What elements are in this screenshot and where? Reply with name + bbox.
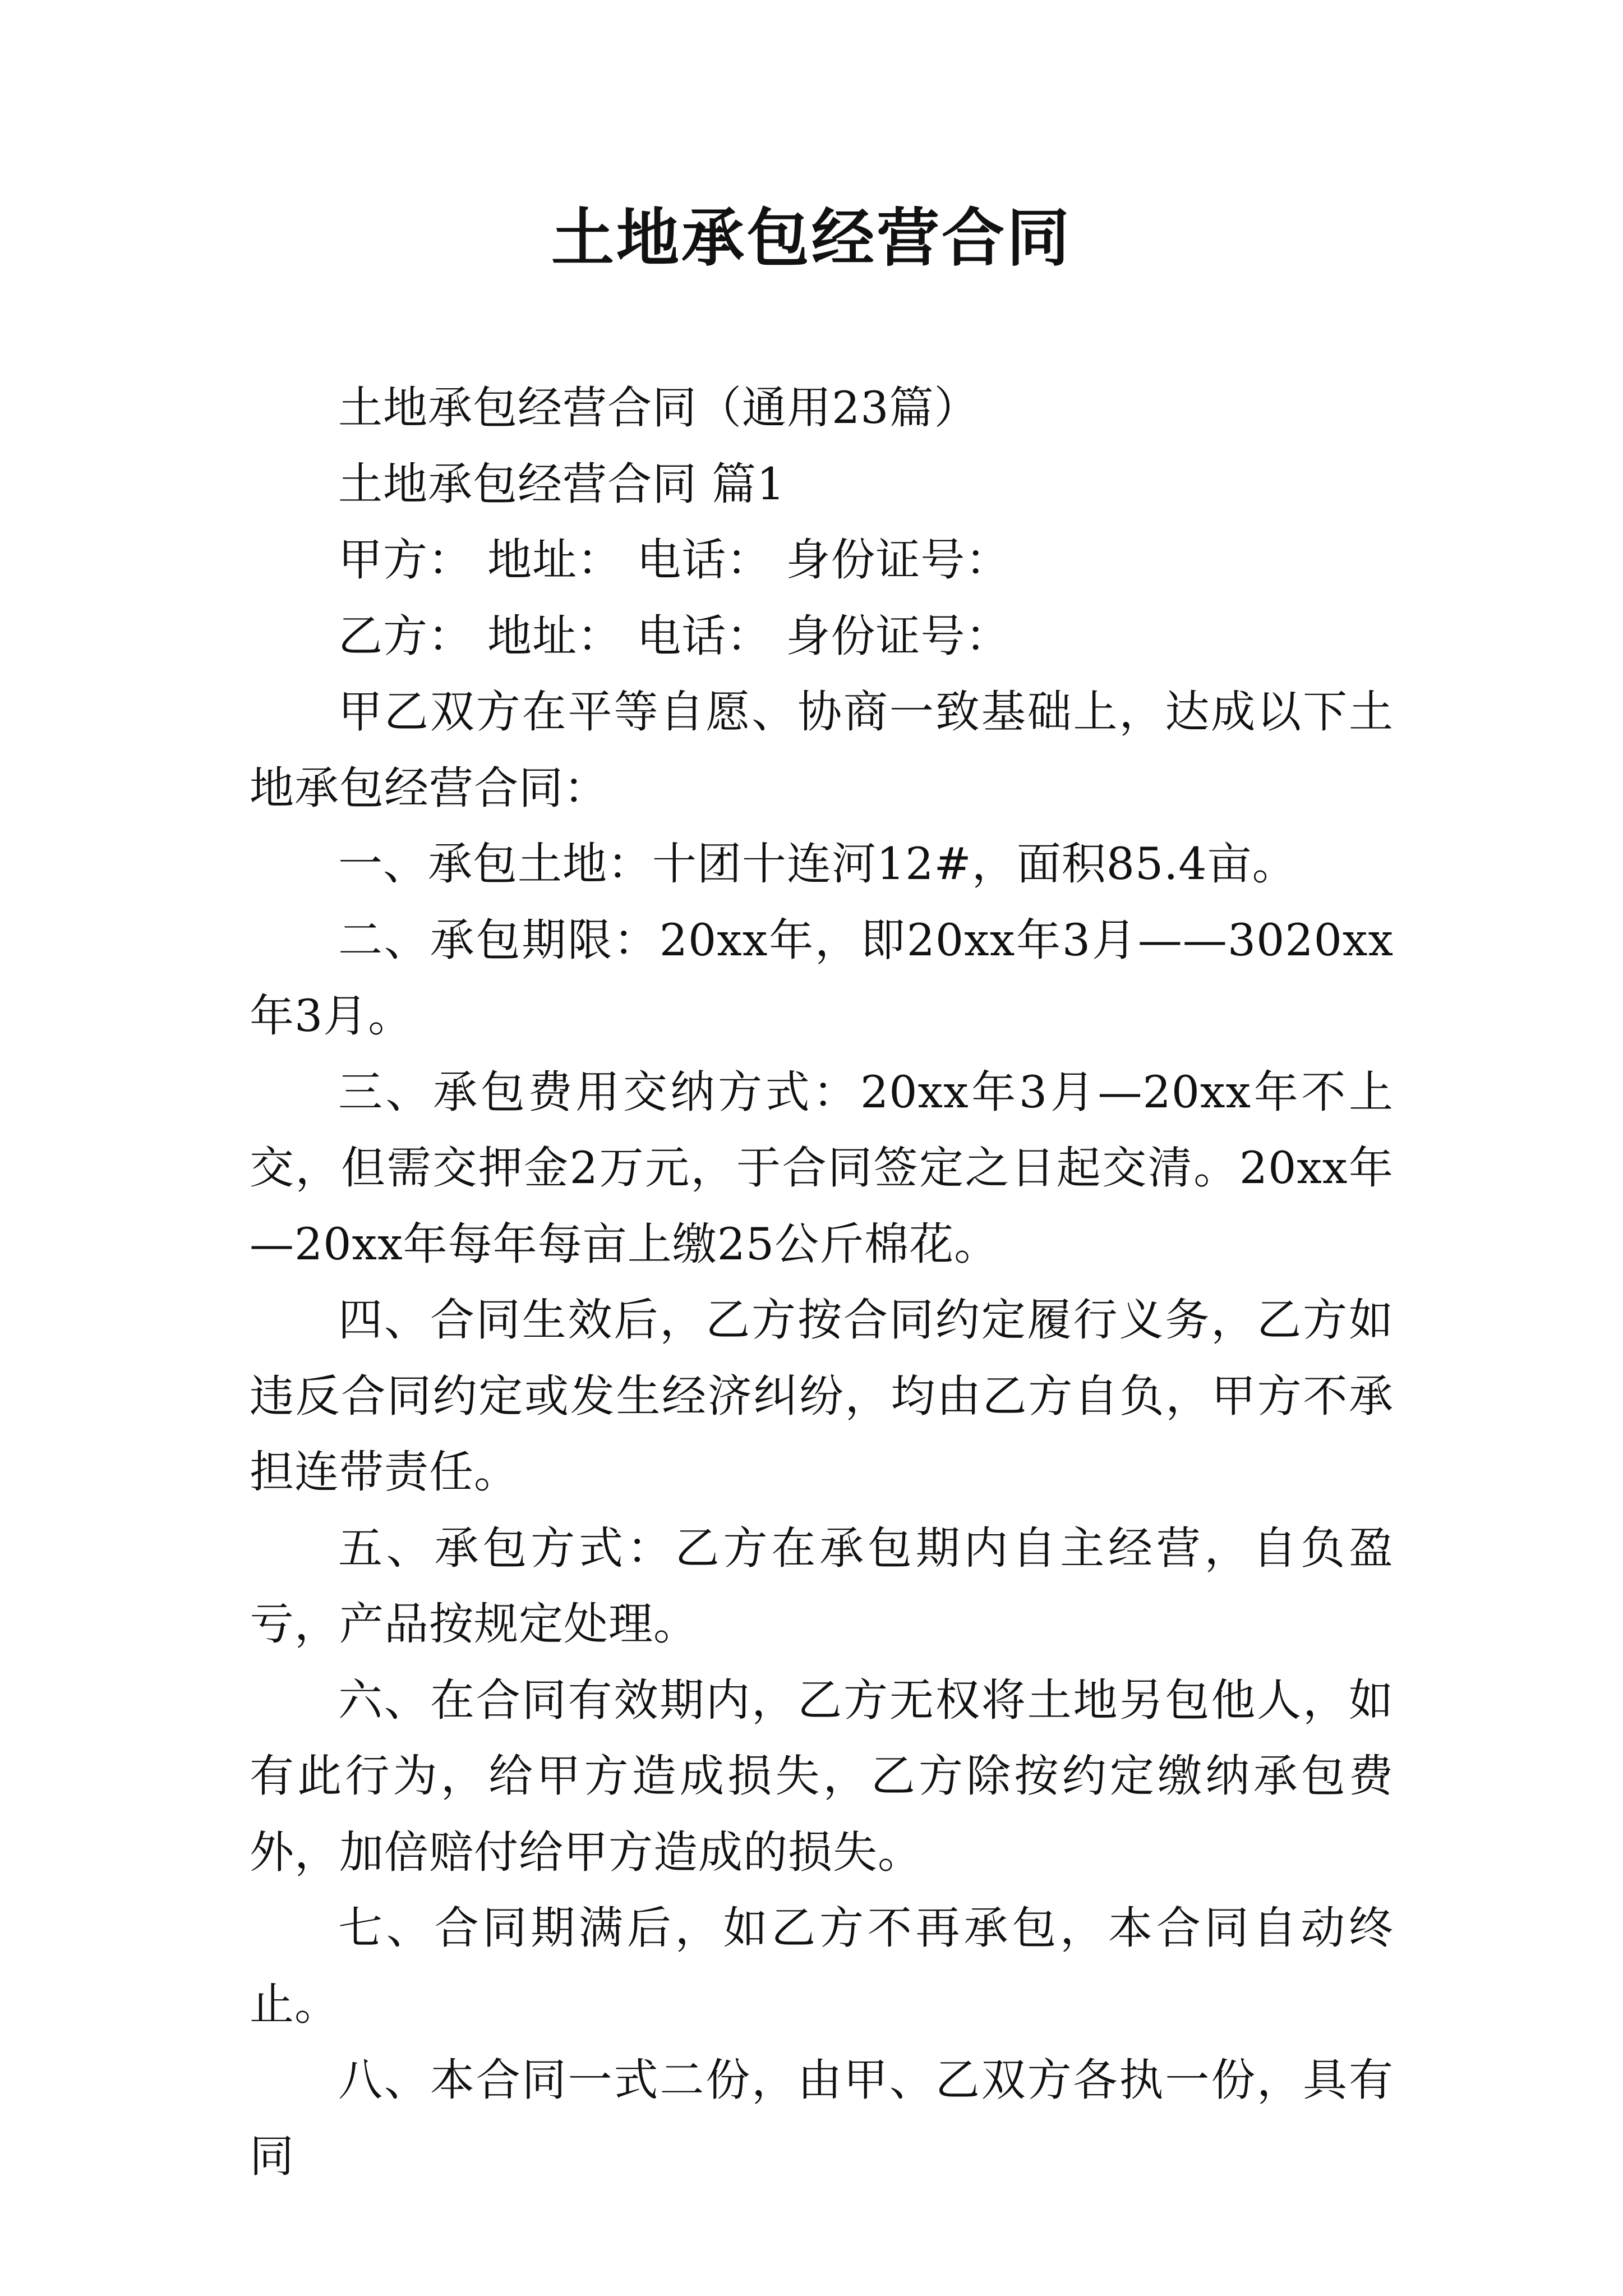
document-title: 土地承包经营合同 xyxy=(551,201,1072,275)
section-heading: 土地承包经营合同 篇1 xyxy=(338,458,786,510)
clause-5-paragraph: 五、承包方式：乙方在承包期内自主经营，自负盈亏，产品按规定处理。 xyxy=(250,1522,1394,1650)
party-b-line: 乙方： 地址： 电话： 身份证号： xyxy=(338,610,1011,662)
party-a-line: 甲方： 地址： 电话： 身份证号： xyxy=(338,534,1011,586)
clause-7-paragraph: 七、合同期满后，如乙方不再承包，本合同自动终止。 xyxy=(250,1902,1394,2030)
clause-6-paragraph: 六、在合同有效期内，乙方无权将土地另包他人，如有此行为，给甲方造成损失，乙方除按约定缴纳承包费外，加倍赔付给甲方造成的损失。 xyxy=(250,1674,1394,1878)
clause-1-paragraph: 一、承包土地：十团十连河12#，面积85.4亩。 xyxy=(338,838,1297,890)
subtitle-paragraph: 土地承包经营合同（通用23篇） xyxy=(338,382,979,434)
document-body xyxy=(250,370,1394,2194)
preamble-paragraph: 甲乙双方在平等自愿、协商一致基础上，达成以下土地承包经营合同： xyxy=(250,686,1394,814)
clause-8-paragraph: 八、本合同一式二份，由甲、乙双方各执一份，具有同 xyxy=(250,2054,1394,2182)
clause-2-paragraph: 二、承包期限：20xx年，即20xx年3月——3020xx年3月。 xyxy=(250,914,1394,1042)
clause-4-paragraph: 四、合同生效后，乙方按合同约定履行义务，乙方如违反合同约定或发生经济纠纷，均由乙方自负，甲方不承担连带责任。 xyxy=(250,1294,1394,1498)
clause-3-paragraph: 三、承包费用交纳方式：20xx年3月—20xx年不上交，但需交押金2万元，于合同签定之日起交清。20xx年—20xx年每年每亩上缴25公斤棉花。 xyxy=(250,1066,1394,1270)
